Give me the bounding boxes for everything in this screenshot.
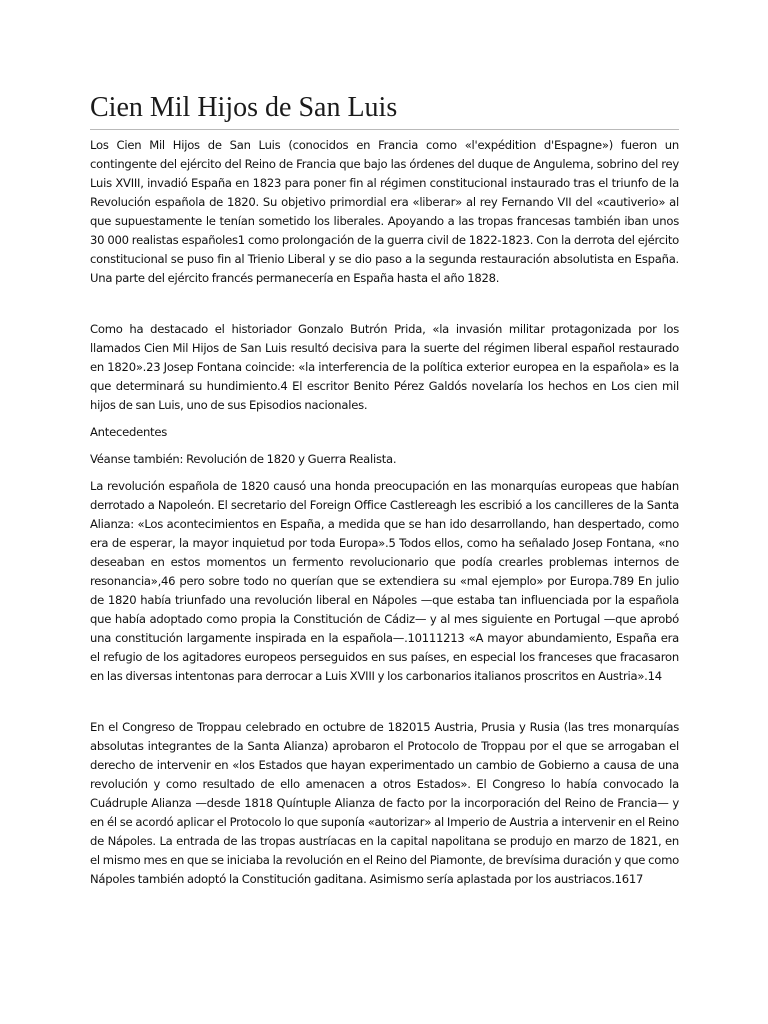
page-title: Cien Mil Hijos de San Luis xyxy=(90,91,679,130)
see-also-paragraph: Véanse también: Revolución de 1820 y Guerra Realista. xyxy=(90,452,397,466)
revolution-paragraph: La revolución española de 1820 causó una honda preocupación en las monarquías europeas que habían derrotado a Napoleón. El secretario del Foreign Office Castlereagh les escribió a los cancilleres de la Santa Alianza: «Los acontecimientos en España, a medida que se han ido desarrollando, han despertado, como era de esperar, la mayor inquietud por toda Europa».5 Todos ellos, como ha señalado Josep Fontana, «no deseaban en estos momentos un fermento revolucionario que podía crearles problemas internos de resonancia»,46 pero sobre todo no querían que se extendiera su «mal ejemplo» por Europa.789 En julio de 1820 había triunfado una revolución liberal en Nápoles —que estaba tan influenciada por la española que había adoptado como propia la Constitución de Cádiz— y al mes siguiente en Portugal —que aprobó una constitución largamente inspirada en la española—.10111213 «A mayor abundamiento, España era el refugio de los agitadores europeos perseguidos en sus países, en especial los franceses que fracasaron en las diversas intentonas para derrocar a Luis XVIII y los carbonarios italianos proscritos en Austria».14 xyxy=(90,479,679,683)
historian-paragraph: Como ha destacado el historiador Gonzalo Butrón Prida, «la invasión militar protagonizada por los llamados Cien Mil Hijos de San Luis resultó decisiva para la suerte del régimen liberal español restaurado en 1820».23 Josep Fontana coincide: «la interferencia de la política exterior europea en la española» es la que determinará su hundimiento.4 El escritor Benito Pérez Galdós novelaría los hechos en Los cien mil hijos de san Luis, uno de sus Episodios nacionales. xyxy=(90,322,679,412)
troppau-paragraph: En el Congreso de Troppau celebrado en octubre de 182015 Austria, Prusia y Rusia (las tres monarquías absolutas integrantes de la Santa Alianza) aprobaron el Protocolo de Troppau por el que se arrogaban el derecho de intervenir en «los Estados que hayan experimentado un cambio de Gobierno a causa de una revolución y como resultado de ello amenacen a otros Estados». El Congreso lo había convocado la Cuádruple Alianza —desde 1818 Quíntuple Alianza de facto por la incorporación del Reino de Francia— y en él se acordó aplicar el Protocolo lo que suponía «autorizar» al Imperio de Austria a intervenir en el Reino de Nápoles. La entrada de las tropas austríacas en la capital napolitana se produjo en marzo de 1821, en el mismo mes en que se iniciaba la revolución en el Reino del Piamonte, de brevísima duración y que como Nápoles también adoptó la Constitución gaditana. Asimismo sería aplastada por los austriacos.1617 xyxy=(90,720,679,886)
section-heading-antecedentes: Antecedentes xyxy=(90,425,168,439)
intro-paragraph: Los Cien Mil Hijos de San Luis (conocidos en Francia como «l'expédition d'Espagne») fueron un contingente del ejército del Reino de Francia que bajo las órdenes del duque de Angulema, sobrino del rey Luis XVIII, invadió España en 1823 para poner fin al régimen constitucional instaurado tras el triunfo de la Revolución española de 1820. Su objetivo primordial era «liberar» al rey Fernando VII del «cautiverio» al que supuestamente le tenían sometido los liberales. Apoyando a las tropas francesas también iban unos 30 000 realistas españoles1 como prolongación de la guerra civil de 1822-1823. Con la derrota del ejército constitucional se puso fin al Trienio Liberal y se dio paso a la segunda restauración absolutista en España. Una parte del ejército francés permanecería en España hasta el año 1828. xyxy=(90,138,679,285)
